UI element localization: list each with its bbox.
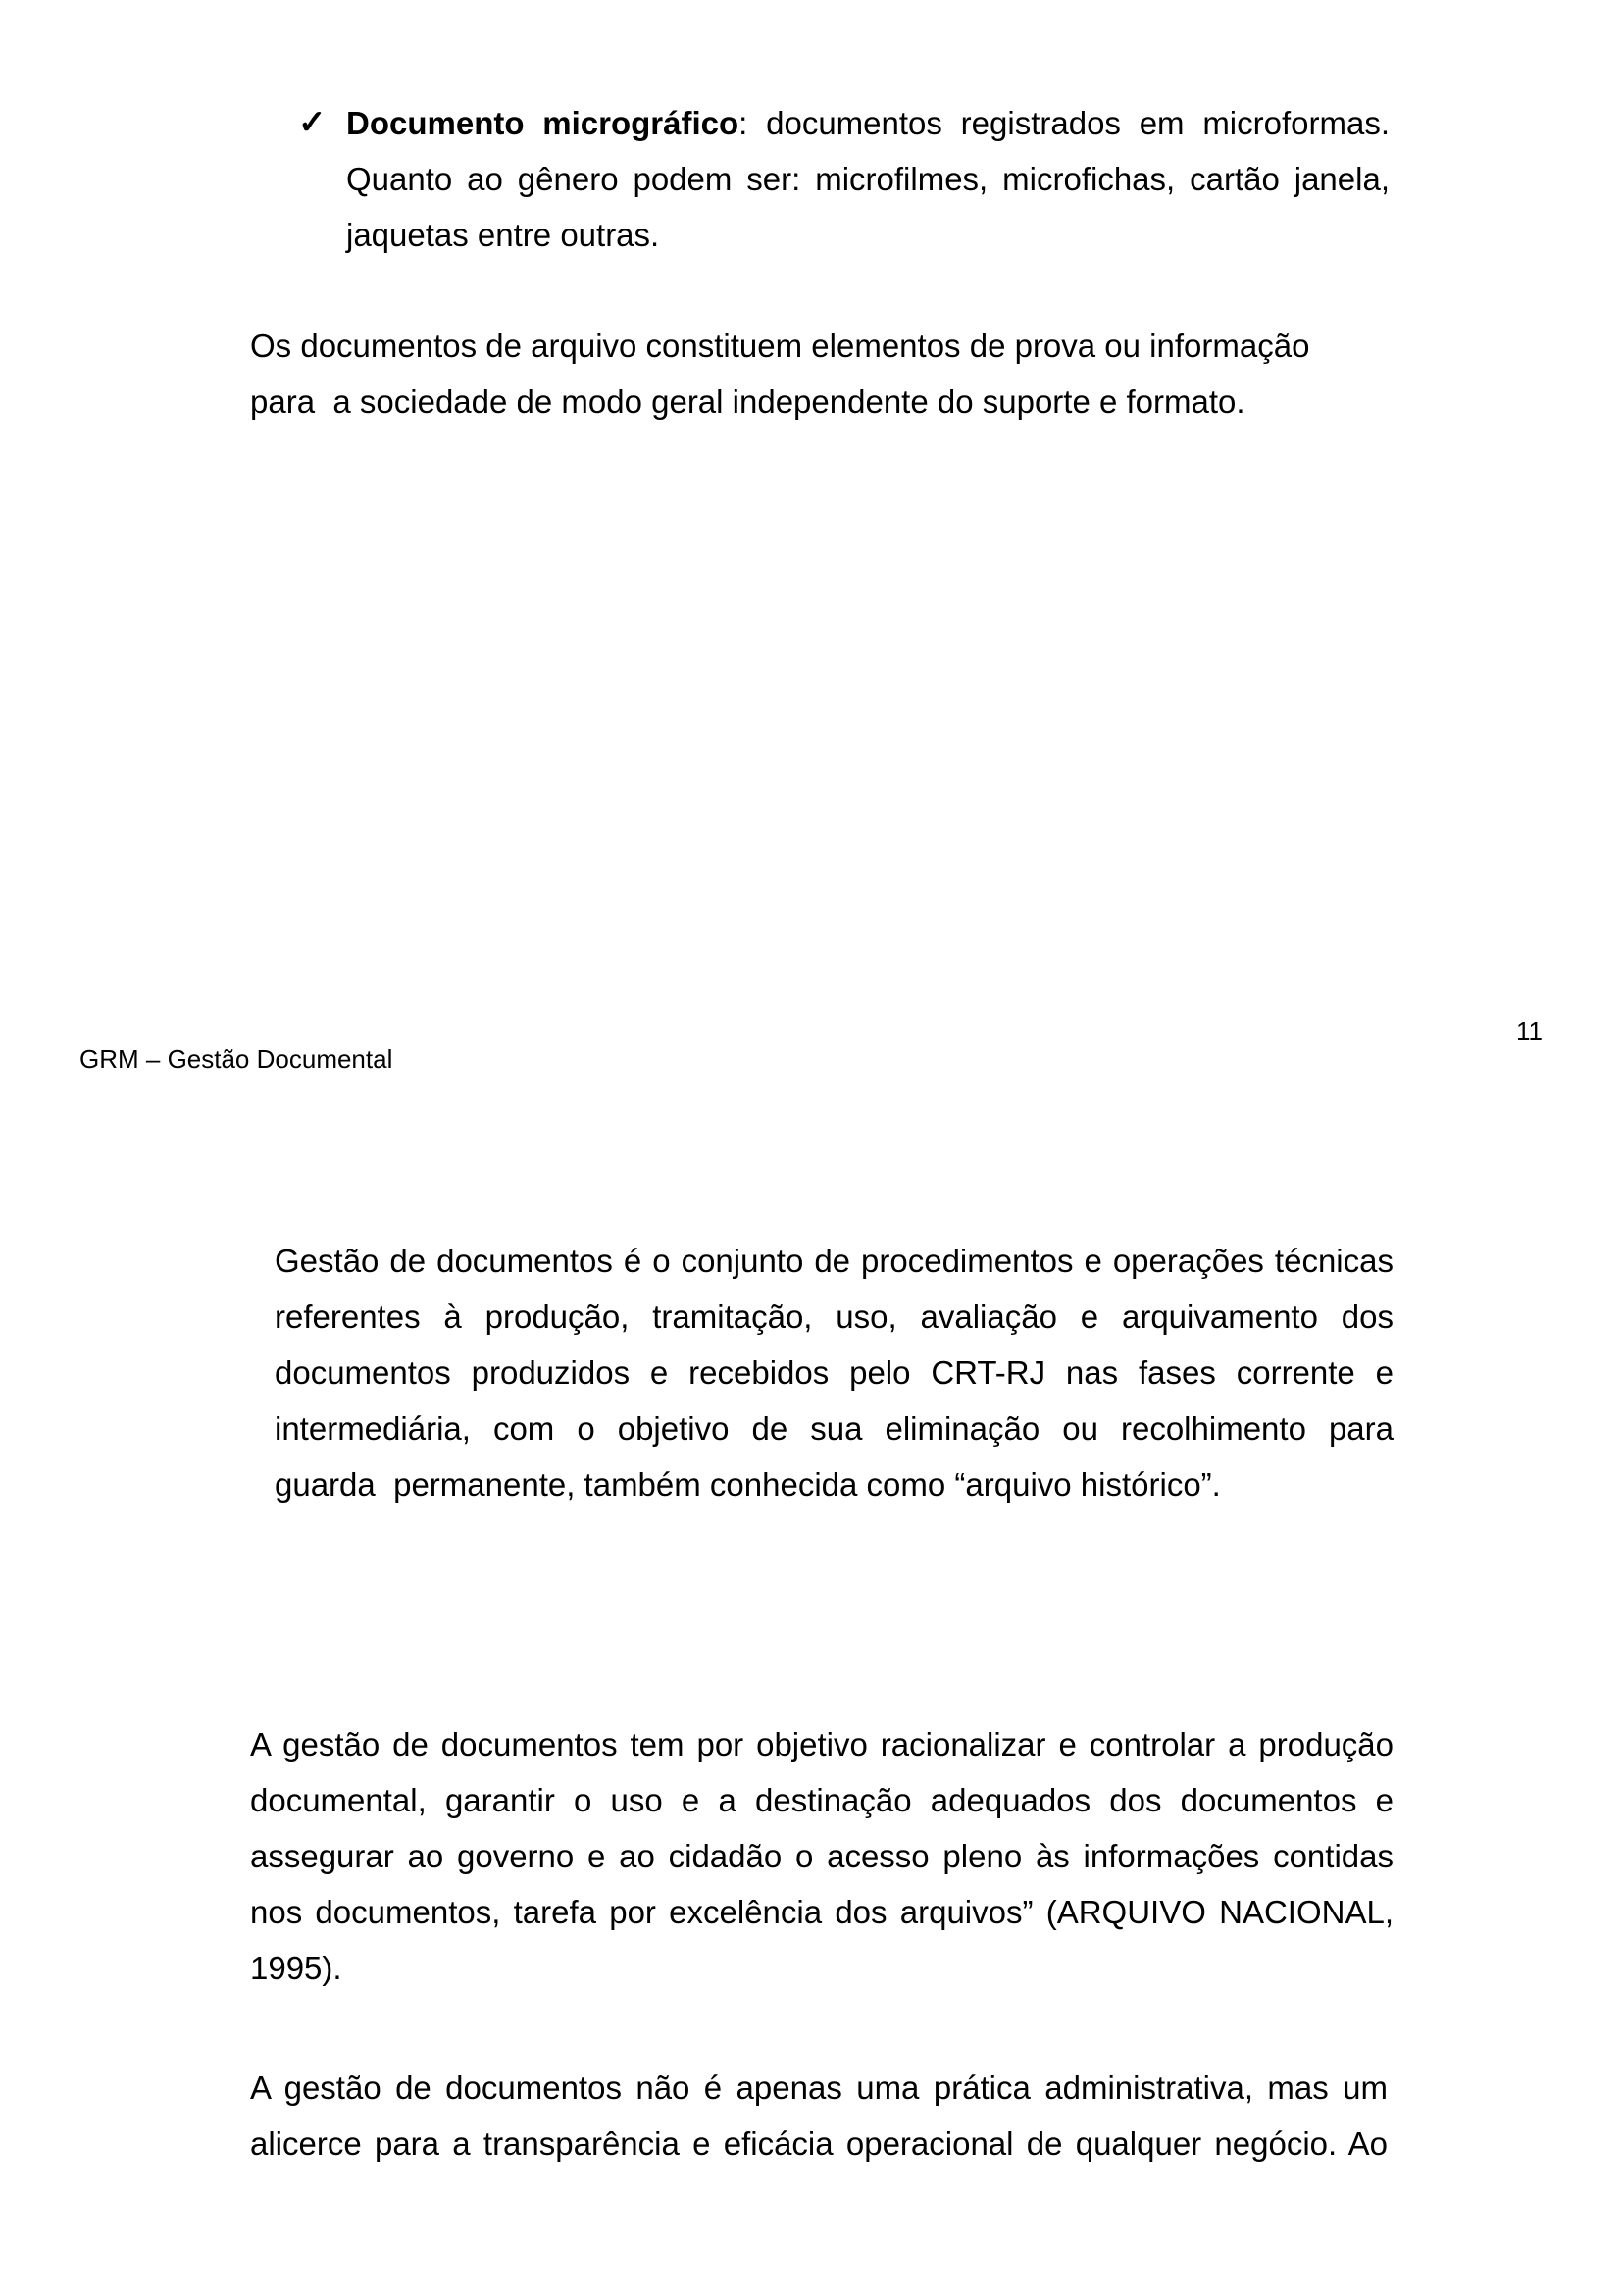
quote-line-3: documentos produzidos e recebidos pelo CRT-RJ nas fases corrente e xyxy=(275,1354,1394,1391)
bullet-term-bold: Documento micrográfico xyxy=(346,105,739,141)
quote-line-4: intermediária, com o objetivo de sua eliminação ou recolhimento para xyxy=(275,1410,1394,1447)
quote-line-1: Gestão de documentos é o conjunto de procedimentos e operações técnicas xyxy=(275,1243,1394,1279)
bullet-line-3: jaquetas entre outras. xyxy=(346,217,660,253)
paragraph-objetivo-line-5: 1995). xyxy=(250,1950,342,1986)
quote-line-5: guarda permanente, também conhecida como “arquivo histórico”. xyxy=(275,1466,1221,1503)
paragraph-alicerce-line-2: alicerce para a transparência e eficácia operacional de qualquer negócio. Ao xyxy=(250,2125,1388,2162)
paragraph-objetivo-line-1: A gestão de documentos tem por objetivo racionalizar e controlar a produção xyxy=(250,1726,1394,1762)
paragraph-objetivo-line-3: assegurar ao governo e ao cidadão o acesso pleno às informações contidas xyxy=(250,1838,1394,1874)
paragraph-objetivo xyxy=(250,1716,1394,1996)
checkmark-icon: ✓ xyxy=(298,104,327,141)
paragraph-alicerce xyxy=(250,2060,1388,2171)
page-number: 11 xyxy=(1516,1016,1543,1045)
bullet-line-1 xyxy=(346,95,1390,151)
bullet-line-2: Quanto ao gênero podem ser: microfilmes, microfichas, cartão janela, xyxy=(346,161,1390,197)
paragraph-objetivo-line-2: documental, garantir o uso e a destinação adequados dos documentos e xyxy=(250,1782,1394,1818)
quote-block-gestao xyxy=(275,1233,1394,1512)
bullet-item-documento-micrografico xyxy=(298,95,1390,263)
paragraph-prova-line-2: para a sociedade de modo geral independente do suporte e formato. xyxy=(250,383,1245,420)
page-footer: GRM – Gestão Documental xyxy=(79,1045,393,1074)
paragraph-objetivo-line-4: nos documentos, tarefa por excelência dos arquivos” (ARQUIVO NACIONAL, xyxy=(250,1894,1394,1930)
bullet-term-rest: : documentos registrados em microformas. xyxy=(738,105,1390,141)
paragraph-prova-line-1: Os documentos de arquivo constituem elementos de prova ou informação xyxy=(250,328,1310,364)
paragraph-prova xyxy=(250,318,1393,430)
quote-line-2: referentes à produção, tramitação, uso, avaliação e arquivamento dos xyxy=(275,1299,1394,1335)
paragraph-alicerce-line-1: A gestão de documentos não é apenas uma prática administrativa, mas um xyxy=(250,2069,1388,2106)
